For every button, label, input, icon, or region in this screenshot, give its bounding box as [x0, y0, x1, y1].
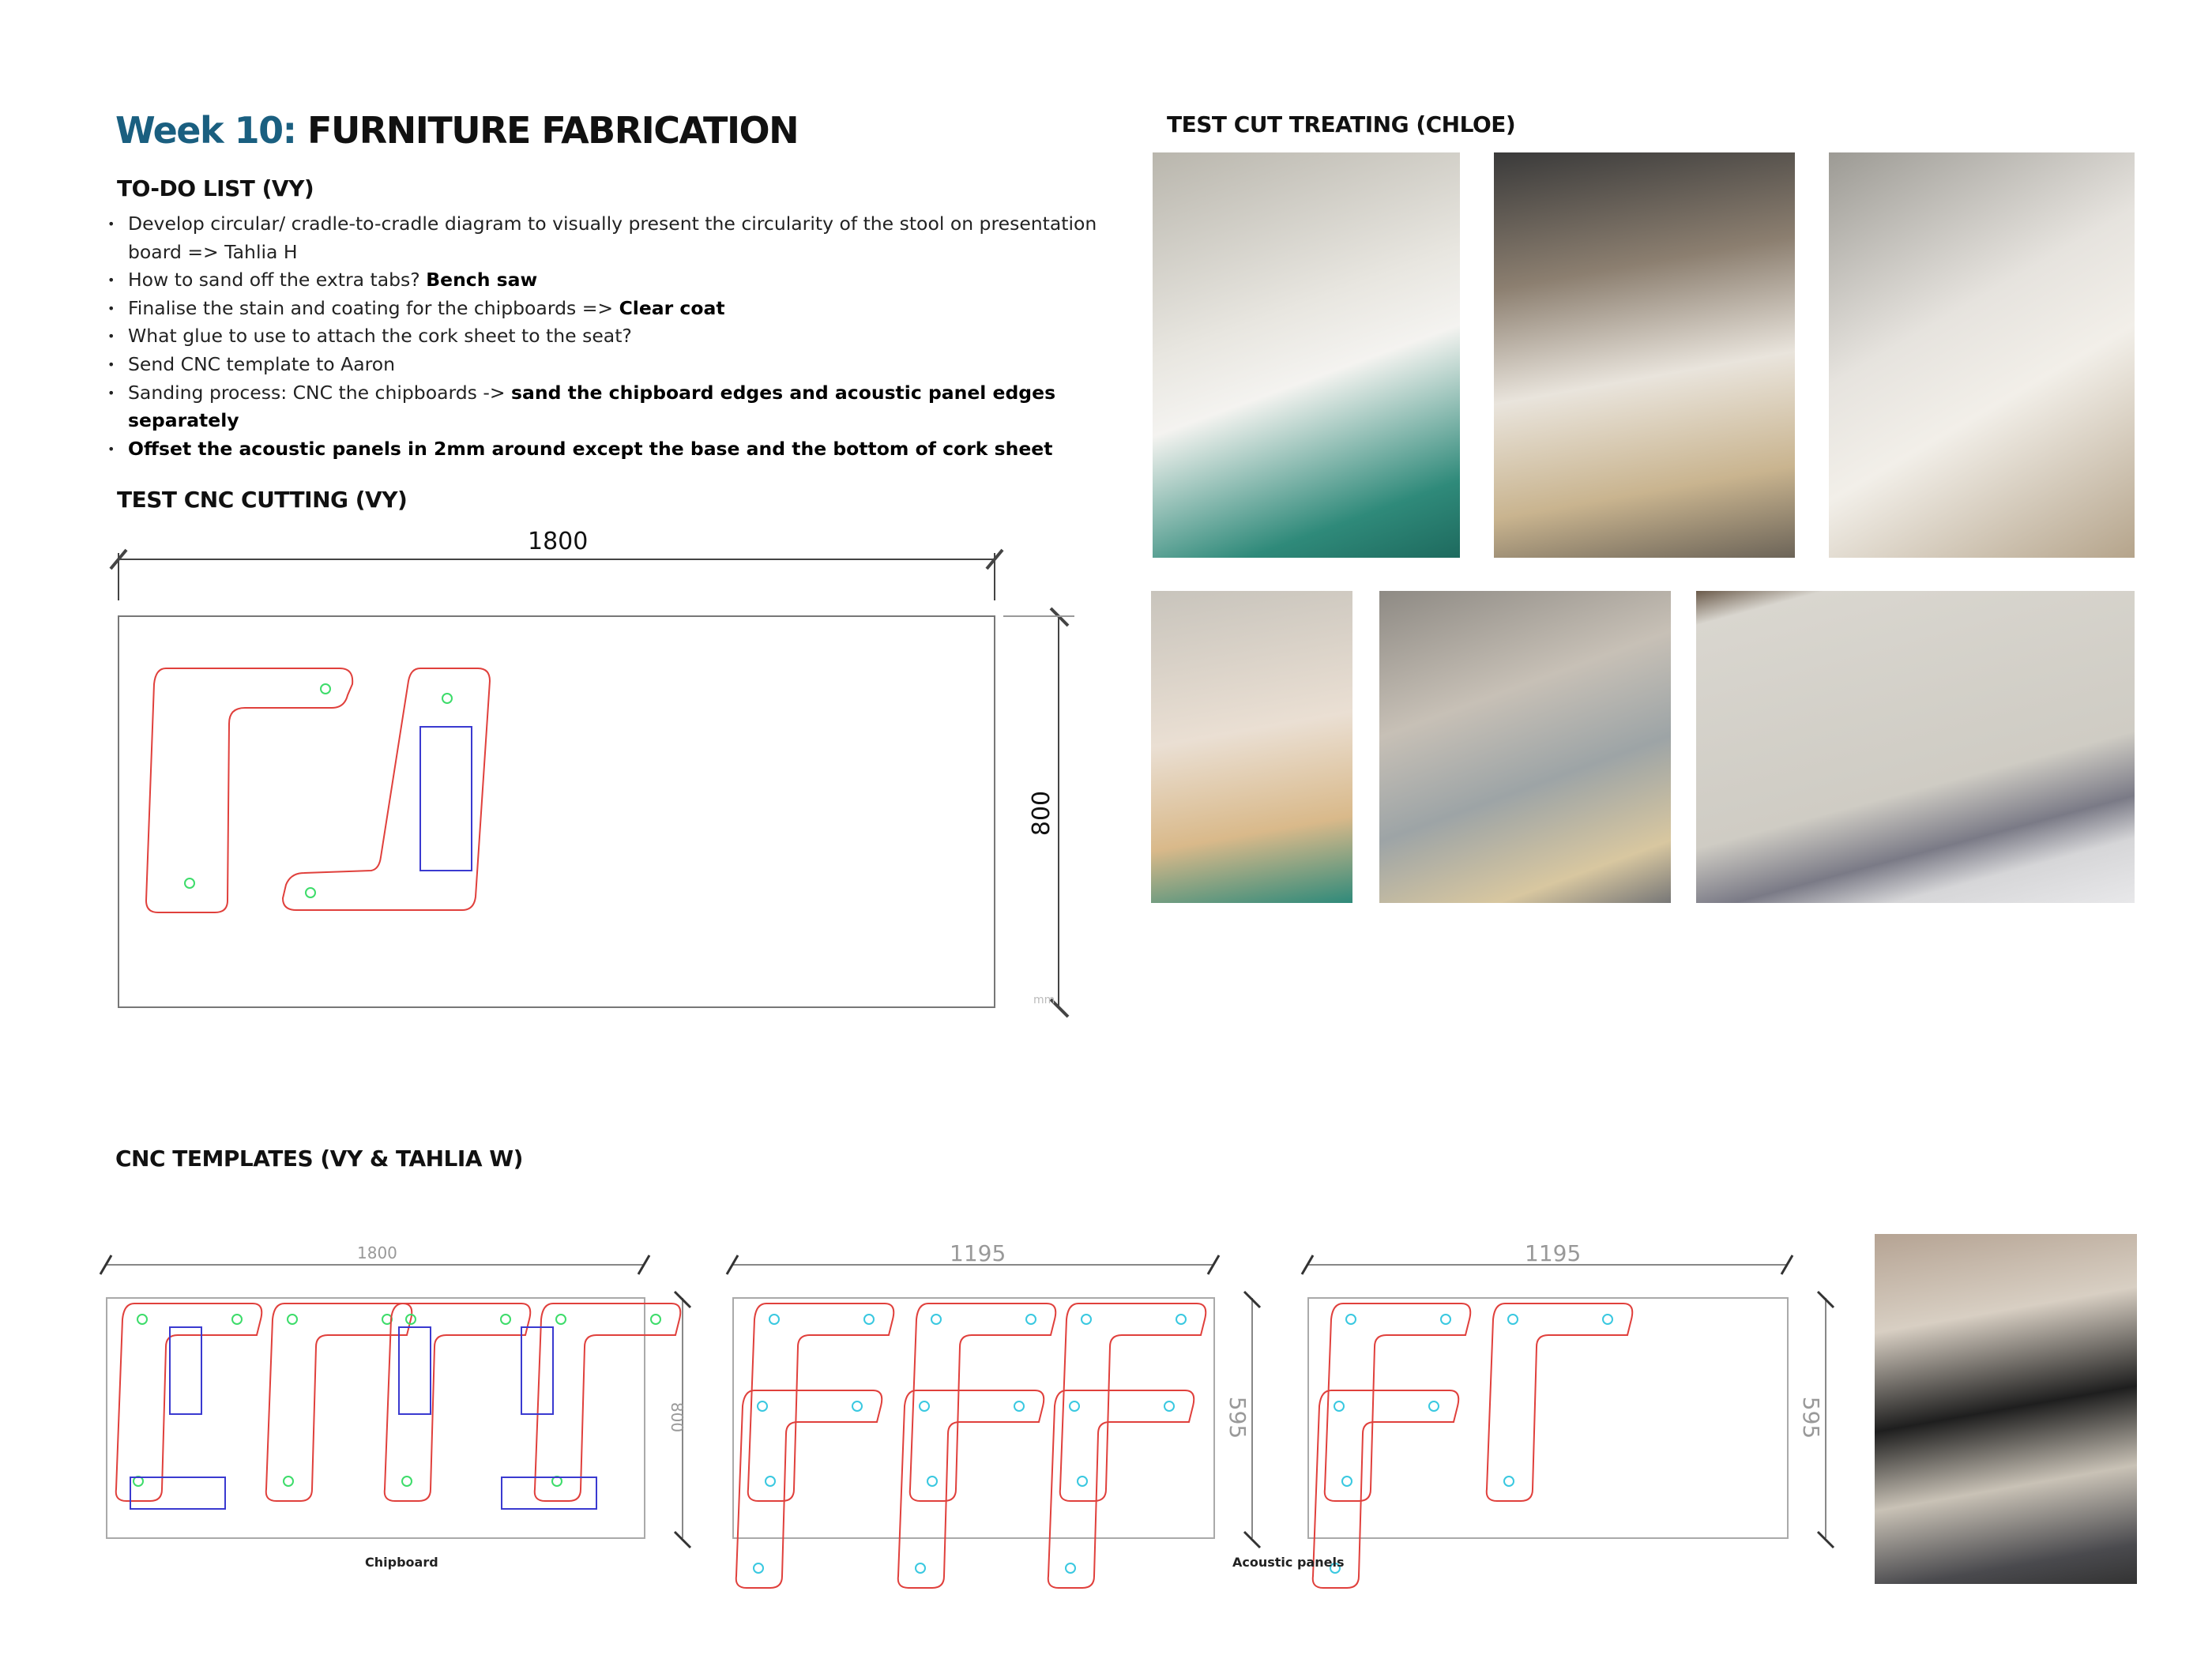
- acoustic1-hole: [754, 1563, 763, 1573]
- acoustic2-width-label: 1195: [1525, 1240, 1582, 1266]
- acoustic2-hole: [1334, 1401, 1344, 1411]
- test-cnc-width-label: 1800: [528, 528, 589, 555]
- chipboard-hole: [556, 1315, 566, 1324]
- acoustic1-hole: [1066, 1563, 1075, 1573]
- acoustic1-part: [898, 1390, 1044, 1588]
- todo-text: Send CNC template to Aaron: [128, 352, 396, 375]
- chipboard-part: [535, 1304, 680, 1501]
- test-cut-heading: TEST CUT TREATING (CHLOE): [1167, 111, 1516, 137]
- unit-label: mm: [1033, 994, 1055, 1006]
- acoustic2-hole: [1603, 1315, 1612, 1324]
- acoustic2-hole: [1504, 1477, 1514, 1486]
- acoustic1-part: [910, 1304, 1055, 1501]
- todo-bold-text: Clear coat: [619, 296, 725, 319]
- acoustic2-part: [1325, 1304, 1470, 1501]
- acoustic1-hole: [852, 1401, 862, 1411]
- acoustic1-hole: [1070, 1401, 1079, 1411]
- acoustic1-part: [736, 1390, 882, 1588]
- acoustic1-hole: [1082, 1315, 1091, 1324]
- chipboard-hole: [232, 1315, 242, 1324]
- todo-bold-text: Bench saw: [426, 269, 538, 292]
- acoustic1-sheet: [733, 1298, 1214, 1538]
- acoustic1-part: [1048, 1390, 1194, 1588]
- acoustic2-part: [1487, 1304, 1632, 1501]
- todo-heading: TO-DO LIST (VY): [117, 175, 314, 201]
- acoustic1-hole: [916, 1563, 925, 1573]
- acoustic1-part: [1060, 1304, 1206, 1501]
- test-cnc-height-label: 800: [1028, 790, 1056, 837]
- todo-text: How to sand off the extra tabs?: [128, 269, 427, 292]
- acoustic1-hole: [1078, 1477, 1087, 1486]
- chipboard-height-label: 800: [668, 1401, 687, 1433]
- acoustic1-hole: [931, 1315, 941, 1324]
- chipboard-part: [116, 1304, 261, 1501]
- acoustic1-hole: [927, 1477, 937, 1486]
- chipboard-caption: Chipboard: [365, 1555, 438, 1570]
- acoustic2-hole: [1346, 1315, 1356, 1324]
- acoustic1-hole: [920, 1401, 929, 1411]
- chipboard-inner-cut: [502, 1477, 596, 1509]
- chipboard-inner-cut: [130, 1477, 225, 1509]
- chipboard-inner-cut: [399, 1327, 431, 1414]
- chipboard-width-label: 1800: [357, 1243, 397, 1262]
- chipboard-hole: [137, 1315, 147, 1324]
- acoustic2-hole: [1441, 1315, 1450, 1324]
- todo-text: Develop circular/ cradle-to-cradle diagram to visually present the circularity of the stool on presentation board => Tahlia H: [128, 213, 1097, 263]
- chipboard-inner-cut: [170, 1327, 201, 1414]
- chipboard-hole: [651, 1315, 660, 1324]
- chipboard-hole: [288, 1315, 297, 1324]
- todo-bold-text: Offset the acoustic panels in 2mm around except the base and the bottom of cork sheet: [128, 437, 1053, 460]
- acoustic1-hole: [758, 1401, 767, 1411]
- chipboard-hole: [402, 1477, 412, 1486]
- acoustic2-hole: [1508, 1315, 1518, 1324]
- page-title: Week 10: FURNITURE FABRICATION: [115, 109, 799, 152]
- acoustic2-hole: [1342, 1477, 1352, 1486]
- acoustic-caption: Acoustic panels: [1232, 1555, 1345, 1570]
- acoustic1-hole: [769, 1315, 779, 1324]
- todo-text: Sanding process: CNC the chipboards ->: [128, 381, 512, 404]
- acoustic1-hole: [1026, 1315, 1036, 1324]
- acoustic1-hole: [766, 1477, 775, 1486]
- acoustic1-width-label: 1195: [950, 1240, 1006, 1266]
- acoustic2-height-label: 595: [1798, 1396, 1825, 1439]
- acoustic2-sheet: [1308, 1298, 1788, 1538]
- acoustic2-hole: [1429, 1401, 1439, 1411]
- acoustic1-hole: [864, 1315, 874, 1324]
- todo-bold-text: sand the chipboard edges and acoustic panel edges separately: [128, 381, 1056, 432]
- chipboard-hole: [284, 1477, 293, 1486]
- acoustic1-hole: [1014, 1401, 1024, 1411]
- todo-text: Finalise the stain and coating for the chipboards =>: [128, 296, 619, 319]
- templates-heading: CNC TEMPLATES (VY & TAHLIA W): [115, 1146, 523, 1172]
- chipboard-part: [385, 1304, 530, 1501]
- chipboard-sheet: [107, 1298, 645, 1538]
- test-cnc-heading: TEST CNC CUTTING (VY): [117, 487, 408, 513]
- acoustic1-hole: [1176, 1315, 1186, 1324]
- chipboard-inner-cut: [521, 1327, 553, 1414]
- acoustic1-height-label: 595: [1224, 1396, 1251, 1439]
- acoustic1-hole: [1164, 1401, 1174, 1411]
- acoustic1-part: [748, 1304, 893, 1501]
- chipboard-hole: [501, 1315, 510, 1324]
- todo-text: What glue to use to attach the cork sheet to the seat?: [128, 325, 632, 348]
